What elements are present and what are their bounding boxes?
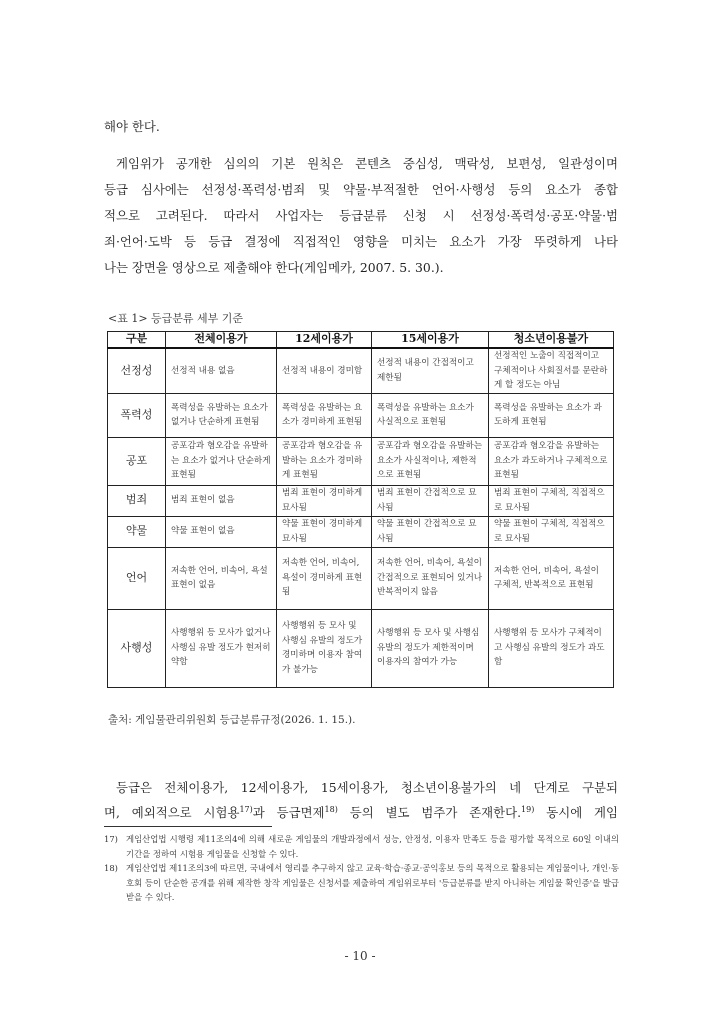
header-cell: 청소년이용불가: [489, 332, 614, 349]
table-cell: 공포감과 혐오감을 유발하는 요소가 없거나 단순하게 표현됨: [166, 437, 277, 485]
table-cell: 사행행위 등 모사 및 사행심 유발의 정도가 제한적이며 이용자의 참여가 가능: [372, 609, 489, 687]
paragraph-line: 등급 심사에는 선정성·폭력성·범죄 및 약물·부적절한 언어·사행성 등의 요소가 종합: [104, 182, 618, 197]
table-cell: 저속한 언어, 비속어, 욕설이 간접적으로 표현되어 있거나 반복적이지 않음: [372, 547, 489, 609]
table-row: [108, 348, 614, 393]
table-cell: 범죄 표현이 구체적, 직접적으로 묘사됨: [489, 485, 614, 516]
header-cell: 전체이용가: [166, 332, 277, 349]
table-cell: 선정적인 노출이 직접적이고 구체적이나 사회질서를 문란하게 할 정도는 아님: [489, 348, 614, 393]
table-cell: 저속한 언어, 비속어, 욕설 표현이 없음: [166, 547, 277, 609]
table-cell: 선정적 내용 없음: [166, 348, 277, 393]
page-number: - 10 -: [344, 949, 376, 963]
table-row: [108, 547, 614, 609]
table-cell: 사행행위 등 모사 및 사행심 유발의 정도가 경미하며 이용자 참여가 불가능: [277, 609, 372, 687]
paragraph-line: 적으로 고려된다. 따라서 사업자는 등급분류 신청 시 선정성·폭력성·공포·약물·범: [104, 208, 618, 223]
table-row: [108, 516, 614, 547]
row-category: 언어: [108, 547, 166, 609]
row-category: 선정성: [108, 348, 166, 393]
footnote-divider: [104, 826, 272, 827]
footnote-text: 게임산업법 시행령 제11조의4에 의해 새로운 게임물의 개발과정에서 성능, 안정성, 이용자 만족도 등을 평가할 목적으로 60일 이내의 기간을 정하여 시험용 게임물을 신청할 수 있다.: [126, 834, 619, 859]
table-header-row: [108, 332, 614, 349]
table-cell: 사행행위 등 모사가 없거나 사행심 유발 정도가 현저히 약함: [166, 609, 277, 687]
table-cell: 범죄 표현이 경미하게 묘사됨: [277, 485, 372, 516]
table-cell: 공포감과 혐오감을 유발하는 요소가 사실적이나, 제한적으로 표현됨: [372, 437, 489, 485]
footnote: [104, 832, 619, 861]
table-row: [108, 485, 614, 516]
table-cell: 폭력성을 유발하는 요소가 과도하게 표현됨: [489, 393, 614, 437]
table-row: [108, 609, 614, 687]
row-category: 공포: [108, 437, 166, 485]
footnote-text: 게임산업법 제11조의3에 따르면, 국내에서 영리를 추구하지 않고 교육·학습·종교·공익홍보 등의 목적으로 활용되는 게임물이나, 개인·동호회 등이 단순한 공개를 위해 제작한 창작 게임물은 신청서를 제출하여 게임위로부터 '등급분류를 받지 아니하는 게임물 확인증'을 발급받을 수 있다.: [126, 863, 619, 902]
footnote-ref: 19): [521, 804, 535, 814]
table-cell: 범죄 표현이 간접적으로 묘사됨: [372, 485, 489, 516]
table-cell: 범죄 표현이 없음: [166, 485, 277, 516]
paragraph-line: 죄·언어·도박 등 등급 결정에 직접적인 영향을 미치는 요소가 가장 뚜렷하게 나타: [104, 234, 618, 249]
table-cell: 폭력성을 유발하는 요소가 사실적으로 표현됨: [372, 393, 489, 437]
footnote-number: 17): [104, 834, 118, 844]
footnotes: [104, 832, 619, 905]
row-category: 약물: [108, 516, 166, 547]
table-cell: 공포감과 혐오감을 유발하는 요소가 과도하거나 구체적으로 표현됨: [489, 437, 614, 485]
table-cell: 저속한 언어, 비속어, 욕설이 구체적, 반복적으로 표현됨: [489, 547, 614, 609]
table-cell: 선정적 내용이 경미함: [277, 348, 372, 393]
table-source: 출처: 게임물관리위원회 등급분류규정(2026. 1. 15.).: [108, 714, 356, 726]
row-category: 범죄: [108, 485, 166, 516]
paragraph-line: 나는 장면을 영상으로 제출해야 한다(게임메카, 2007. 5. 30.).: [104, 260, 444, 275]
footnote-ref: 18): [324, 804, 338, 814]
paragraph-line: 게임위가 공개한 심의의 기본 원칙은 콘텐츠 중심성, 맥락성, 보편성, 일관성이며: [116, 156, 618, 171]
table-cell: 약물 표현이 경미하게 묘사됨: [277, 516, 372, 547]
table-cell: 약물 표현이 없음: [166, 516, 277, 547]
paragraph-line: 며, 예외적으로 시험용$^{17)}$과 등급면제$^{18)}$ 등의 별도 범주가 존재한다.$^{19)}$ 동시에 게임: [104, 804, 618, 820]
rating-criteria-table: [107, 331, 614, 688]
paragraph-line: 등급은 전체이용가, 12세이용가, 15세이용가, 청소년이용불가의 네 단계로 구분되: [116, 780, 618, 795]
footnote-ref: 17): [239, 804, 253, 814]
table-cell: 폭력성을 유발하는 요소가 경미하게 표현됨: [277, 393, 372, 437]
table-caption: <표 1> 등급분류 세부 기준: [108, 312, 244, 325]
table-cell: 선정적 내용이 간접적이고 제한됨: [372, 348, 489, 393]
paragraph-continuation: 해야 한다.: [104, 119, 160, 134]
table-cell: 폭력성을 유발하는 요소가 없거나 단순하게 표현됨: [166, 393, 277, 437]
header-cell: 15세이용가: [372, 332, 489, 349]
table-cell: 사행행위 등 모사가 구체적이고 사행심 유발의 정도가 과도함: [489, 609, 614, 687]
footnote: [104, 861, 619, 905]
row-category: 폭력성: [108, 393, 166, 437]
table-cell: 저속한 언어, 비속어, 욕설이 경미하게 표현됨: [277, 547, 372, 609]
row-category: 사행성: [108, 609, 166, 687]
table-cell: 공포감과 혐오감을 유발하는 요소가 경미하게 표현됨: [277, 437, 372, 485]
table-row: [108, 393, 614, 437]
footnote-number: 18): [104, 863, 118, 873]
header-cell: 구분: [108, 332, 166, 349]
table-cell: 약물 표현이 구체적, 직접적으로 묘사됨: [489, 516, 614, 547]
header-cell: 12세이용가: [277, 332, 372, 349]
table-row: [108, 437, 614, 485]
table-cell: 약물 표현이 간접적으로 묘사됨: [372, 516, 489, 547]
